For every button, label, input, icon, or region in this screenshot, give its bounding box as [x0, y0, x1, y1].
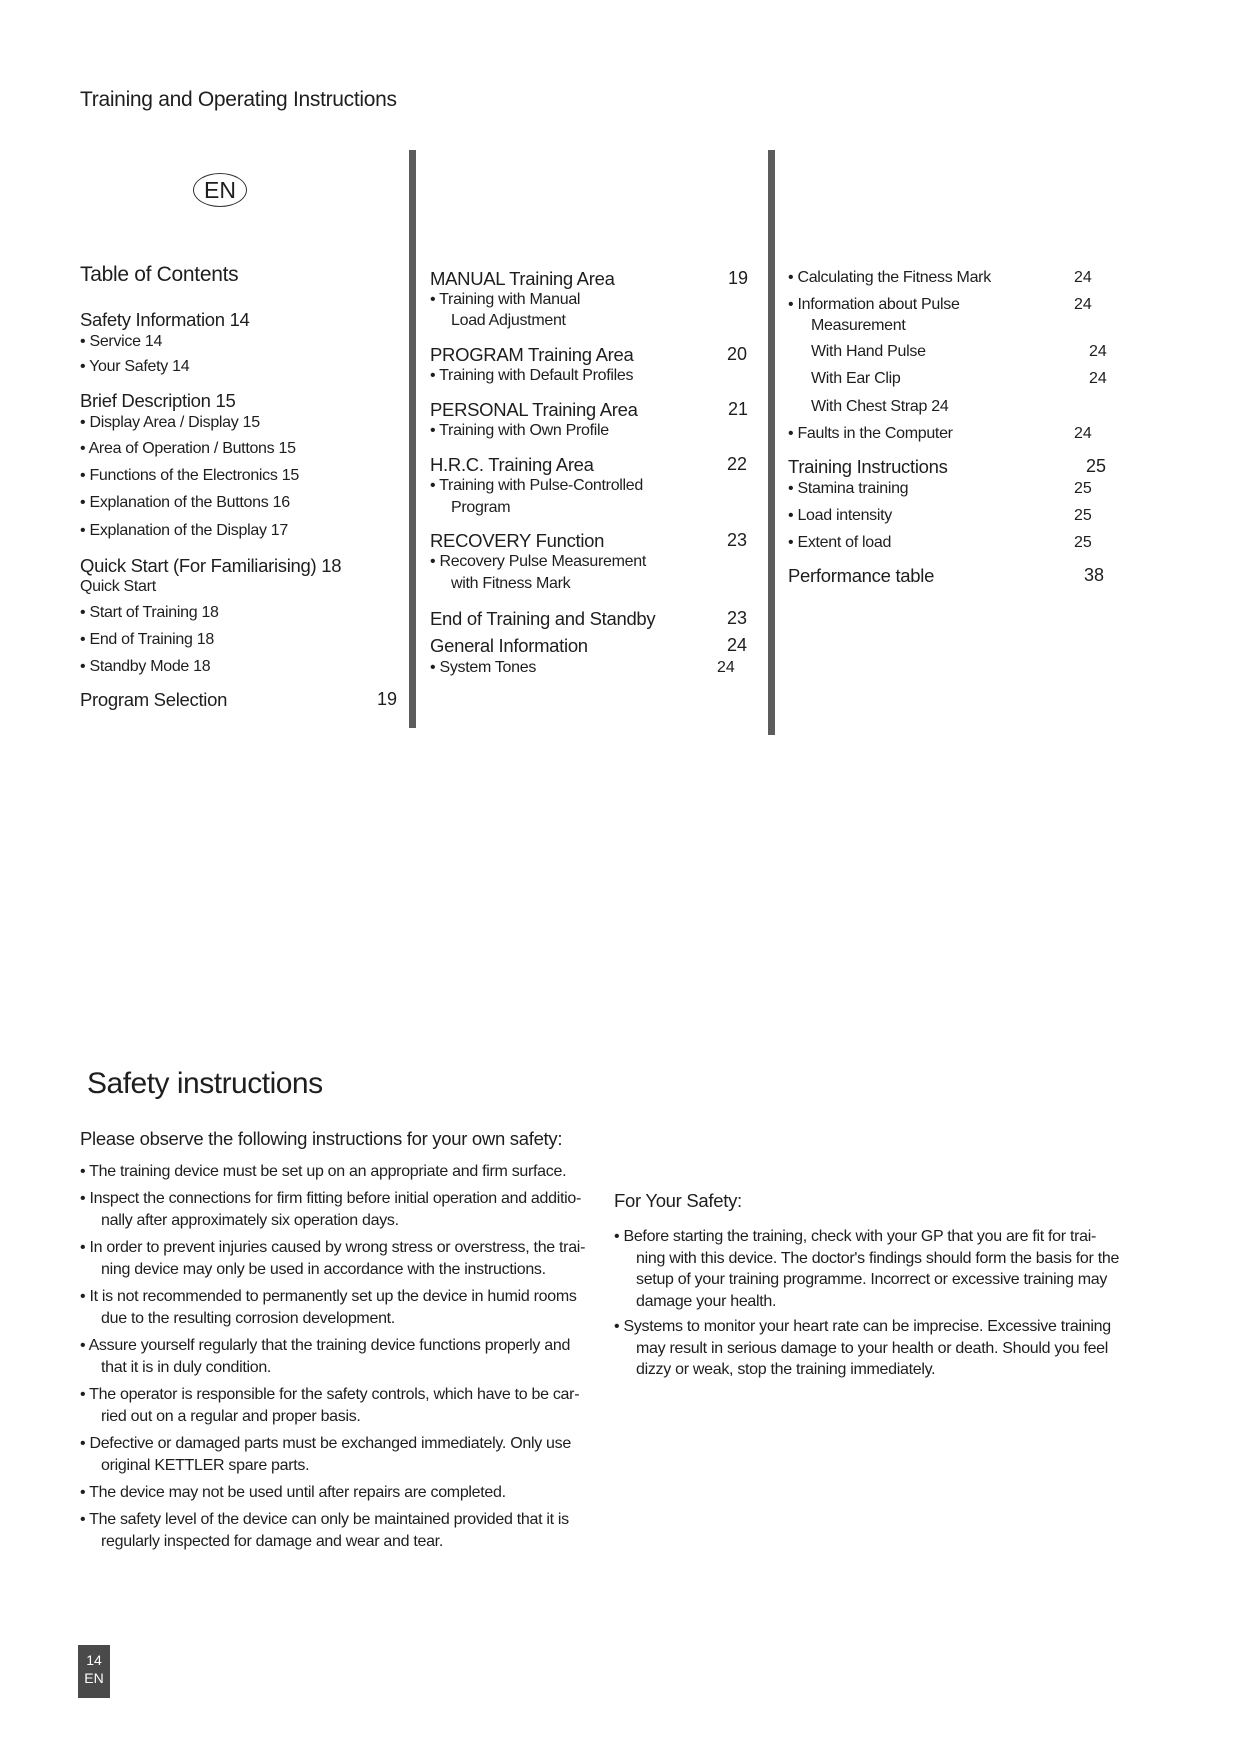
safety-item: • In order to prevent injuries caused by wrong stress or overstress, the trai- ning device may only be used in accordance with the instructions.: [80, 1239, 586, 1278]
toc-entry-manual: MANUAL Training Area: [430, 268, 615, 289]
safety-intro: Please observe the following instructions for your own safety:: [80, 1128, 563, 1149]
safety-item: • The training device must be set up on an appropriate and firm surface.: [80, 1163, 567, 1180]
page-language: EN: [84, 1670, 104, 1686]
toc-entry-area-operation: • Area of Operation / Buttons 15: [80, 440, 296, 457]
toc-entry-start-training: • Start of Training 18: [80, 604, 219, 621]
toc-page-calc-fitness: 24: [1074, 269, 1092, 286]
toc-page-program-selection: 19: [377, 689, 398, 709]
safety-item: • The safety level of the device can only be maintained provided that it is regularly inspected for damage and wear and tear.: [80, 1511, 569, 1550]
toc-page-general: 24: [727, 635, 748, 655]
toc-title: Table of Contents: [80, 263, 239, 286]
toc-entry-personal-sub: • Training with Own Profile: [430, 422, 609, 439]
toc-entry-training-instructions: Training Instructions: [788, 456, 948, 477]
toc-entry-hrc-sub1: • Training with Pulse-Controlled: [430, 477, 643, 494]
toc-page-load-intensity: 25: [1074, 507, 1092, 524]
toc-entry-stamina: • Stamina training: [788, 480, 909, 497]
toc-entry-personal: PERSONAL Training Area: [430, 399, 638, 420]
toc-entry-explanation-display: • Explanation of the Display 17: [80, 522, 288, 539]
toc-entry-hand-pulse: With Hand Pulse: [811, 343, 926, 360]
toc-entry-explanation-buttons: • Explanation of the Buttons 16: [80, 494, 290, 511]
toc-entry-display-area: • Display Area / Display 15: [80, 414, 260, 431]
toc-entry-system-tones: • System Tones: [430, 659, 537, 676]
column-divider-1: [409, 150, 416, 728]
toc-page-stamina: 25: [1074, 480, 1092, 497]
toc-entry-safety-info: Safety Information 14: [80, 309, 250, 330]
toc-page-ear-clip: 24: [1089, 370, 1107, 387]
toc-entry-manual-sub2: Load Adjustment: [451, 312, 566, 329]
toc-page-hrc: 22: [727, 454, 748, 474]
toc-entry-info-pulse2: Measurement: [811, 317, 906, 334]
toc-page-system-tones: 24: [717, 659, 735, 676]
toc-page-end-standby: 23: [727, 608, 748, 628]
toc-entry-hrc: H.R.C. Training Area: [430, 454, 594, 475]
safety-item: • Defective or damaged parts must be exchanged immediately. Only use original KETTLER spare parts.: [80, 1435, 571, 1474]
toc-page-faults: 24: [1074, 425, 1092, 442]
toc-page-personal: 21: [728, 399, 749, 419]
toc-entry-performance-table: Performance table: [788, 565, 935, 586]
toc-entry-ear-clip: With Ear Clip: [811, 370, 901, 387]
toc-entry-calc-fitness: • Calculating the Fitness Mark: [788, 269, 991, 286]
toc-entry-manual-sub1: • Training with Manual: [430, 291, 581, 308]
toc-entry-chest-strap: With Chest Strap 24: [811, 398, 949, 415]
toc-page-extent-load: 25: [1074, 534, 1092, 551]
page-header-title: Training and Operating Instructions: [80, 88, 397, 111]
toc-page-training-instructions: 25: [1086, 456, 1107, 476]
toc-entry-program-selection: Program Selection: [80, 689, 228, 710]
toc-entry-recovery: RECOVERY Function: [430, 530, 605, 551]
language-badge: EN: [193, 173, 247, 207]
toc-entry-recovery-sub2: with Fitness Mark: [451, 575, 571, 592]
toc-page-program: 20: [727, 344, 748, 364]
safety-title: Safety instructions: [87, 1067, 323, 1100]
toc-entry-standby: • Standby Mode 18: [80, 658, 211, 675]
page-number-box: [78, 1645, 110, 1698]
toc-page-performance-table: 38: [1084, 565, 1105, 585]
safety-item: • Systems to monitor your heart rate can be imprecise. Excessive training may result in serious damage to your health or death. Should you feel dizzy or weak, stop the training immediately.: [614, 1318, 1111, 1378]
toc-entry-service: • Service 14: [80, 333, 163, 350]
toc-entry-general: General Information: [430, 635, 588, 656]
toc-entry-your-safety: • Your Safety 14: [80, 358, 190, 375]
toc-page-info-pulse: 24: [1074, 296, 1092, 313]
for-your-safety-heading: For Your Safety:: [614, 1190, 742, 1211]
toc-entry-quick-start-heading: Quick Start (For Familiarising) 18: [80, 555, 342, 576]
safety-item: • Inspect the connections for firm fitting before initial operation and additio- nally after approximately six operation days.: [80, 1190, 582, 1229]
toc-entry-brief-description: Brief Description 15: [80, 390, 236, 411]
safety-item: • The device may not be used until after repairs are completed.: [80, 1484, 506, 1501]
toc-entry-program: PROGRAM Training Area: [430, 344, 634, 365]
toc-entry-end-training: • End of Training 18: [80, 631, 214, 648]
safety-item: • It is not recommended to permanently set up the device in humid rooms due to the resulting corrosion development.: [80, 1288, 577, 1327]
safety-item: • Before starting the training, check with your GP that you are fit for trai- ning with this device. The doctor's findings should form the basis for the setup of your training programme. Incorrect or excessive training may damage your health.: [614, 1228, 1120, 1310]
toc-page-recovery: 23: [727, 530, 748, 550]
toc-entry-quick-start: Quick Start: [80, 578, 156, 595]
toc-page-manual: 19: [728, 268, 749, 288]
toc-entry-end-standby: End of Training and Standby: [430, 608, 656, 629]
safety-item: • Assure yourself regularly that the training device functions properly and that it is in duly condition.: [80, 1337, 571, 1376]
toc-entry-hrc-sub2: Program: [451, 499, 511, 516]
toc-entry-recovery-sub1: • Recovery Pulse Measurement: [430, 553, 646, 570]
toc-entry-extent-load: • Extent of load: [788, 534, 892, 551]
toc-entry-faults: • Faults in the Computer: [788, 425, 953, 442]
toc-entry-info-pulse1: • Information about Pulse: [788, 296, 960, 313]
toc-entry-functions-electronics: • Functions of the Electronics 15: [80, 467, 299, 484]
toc-entry-program-sub: • Training with Default Profiles: [430, 367, 634, 384]
toc-page-hand-pulse: 24: [1089, 343, 1107, 360]
safety-item: • The operator is responsible for the safety controls, which have to be car- ried out on a regular and proper basis.: [80, 1386, 580, 1425]
column-divider-2: [768, 150, 775, 735]
toc-entry-load-intensity: • Load intensity: [788, 507, 892, 524]
page-number: 14: [86, 1652, 102, 1668]
